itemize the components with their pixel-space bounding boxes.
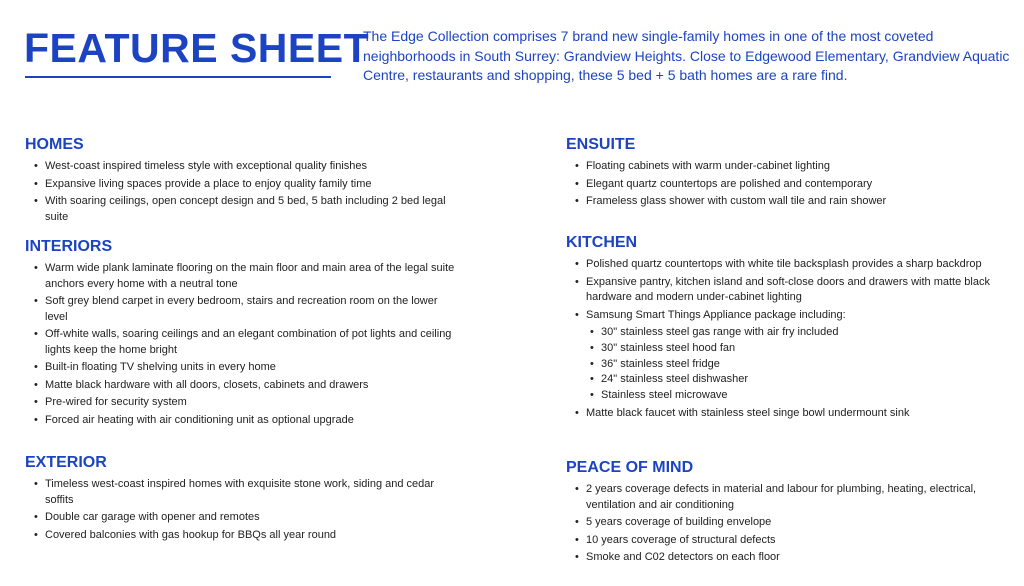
list-item: • Off-white walls, soaring ceilings and an elegant combination of pot lights and ceiling lights keep the home bright — [25, 327, 455, 358]
list-item: • Matte black hardware with all doors, closets, cabinets and drawers — [25, 378, 455, 394]
list-item: • Smoke and C02 detectors on each floor — [566, 550, 996, 566]
list-item: • Expansive living spaces provide a place to enjoy quality family time — [25, 177, 455, 193]
list-item: • Covered balconies with gas hookup for BBQs all year round — [25, 528, 455, 544]
list-item: • 30" stainless steel hood fan — [566, 341, 996, 357]
title-underline — [25, 76, 331, 78]
page-title: FEATURE SHEET — [24, 25, 370, 71]
kitchen-section — [566, 233, 996, 423]
list-item: • Elegant quartz countertops are polished and contemporary — [566, 177, 996, 193]
list-item: • Built-in floating TV shelving units in every home — [25, 360, 455, 376]
list-item: • 30" stainless steel gas range with air fry included — [566, 325, 996, 341]
list-item: • 36" stainless steel fridge — [566, 357, 996, 373]
interiors-list — [25, 261, 455, 428]
kitchen-list — [566, 257, 996, 323]
homes-list — [25, 159, 455, 225]
list-item: • 24" stainless steel dishwasher — [566, 372, 996, 388]
intro-paragraph: The Edge Collection comprises 7 brand new single-family homes in one of the most coveted neighborhoods in South Surrey: Grandview Heights. Close to Edgewood Elementary, Grandview Aquatic Centre, restaurants and shopping, these 5 bed + 5 bath homes are a rare find. — [363, 28, 1010, 83]
kitchen-heading: KITCHEN — [566, 234, 638, 251]
list-item: • 2 years coverage defects in material and labour for plumbing, heating, electrical, ventilation and air conditioning — [566, 482, 996, 513]
exterior-section — [25, 453, 455, 545]
list-item: • Samsung Smart Things Appliance package including: — [566, 308, 996, 324]
list-item: • Frameless glass shower with custom wall tile and rain shower — [566, 194, 996, 210]
interiors-section — [25, 237, 455, 430]
list-item: • Matte black faucet with stainless steel singe bowl undermount sink — [566, 406, 996, 422]
list-item: • Warm wide plank laminate flooring on the main floor and main area of the legal suite anchors every home with a neutral tone — [25, 261, 455, 292]
interiors-heading: INTERIORS — [25, 238, 113, 255]
list-item: • Pre-wired for security system — [25, 395, 455, 411]
ensuite-heading: ENSUITE — [566, 136, 636, 153]
exterior-heading: EXTERIOR — [25, 454, 107, 471]
list-item: • Forced air heating with air conditioning unit as optional upgrade — [25, 413, 455, 429]
list-item: • Polished quartz countertops with white tile backsplash provides a sharp backdrop — [566, 257, 996, 273]
ensuite-section — [566, 135, 996, 212]
kitchen-list-end — [566, 406, 996, 422]
peace-of-mind-list — [566, 482, 996, 566]
list-item: • Expansive pantry, kitchen island and soft-close doors and drawers with matte black hardware and modern under-cabinet lighting — [566, 275, 996, 306]
list-item: • 5 years coverage of building envelope — [566, 515, 996, 531]
peace-of-mind-heading: PEACE OF MIND — [566, 459, 694, 476]
peace-of-mind-section — [566, 458, 996, 568]
exterior-list — [25, 477, 455, 543]
homes-section — [25, 135, 455, 227]
list-item: • Timeless west-coast inspired homes with exquisite stone work, siding and cedar soffits — [25, 477, 455, 508]
list-item: • Stainless steel microwave — [566, 388, 996, 404]
ensuite-list — [566, 159, 996, 210]
list-item: • Floating cabinets with warm under-cabinet lighting — [566, 159, 996, 175]
list-item: • West-coast inspired timeless style with exceptional quality finishes — [25, 159, 455, 175]
appliance-list — [566, 325, 996, 404]
homes-heading: HOMES — [25, 136, 84, 153]
list-item: • With soaring ceilings, open concept design and 5 bed, 5 bath including 2 bed legal suite — [25, 194, 455, 225]
list-item: • Double car garage with opener and remotes — [25, 510, 455, 526]
list-item: • Soft grey blend carpet in every bedroom, stairs and recreation room on the lower level — [25, 294, 455, 325]
list-item: • 10 years coverage of structural defects — [566, 533, 996, 549]
